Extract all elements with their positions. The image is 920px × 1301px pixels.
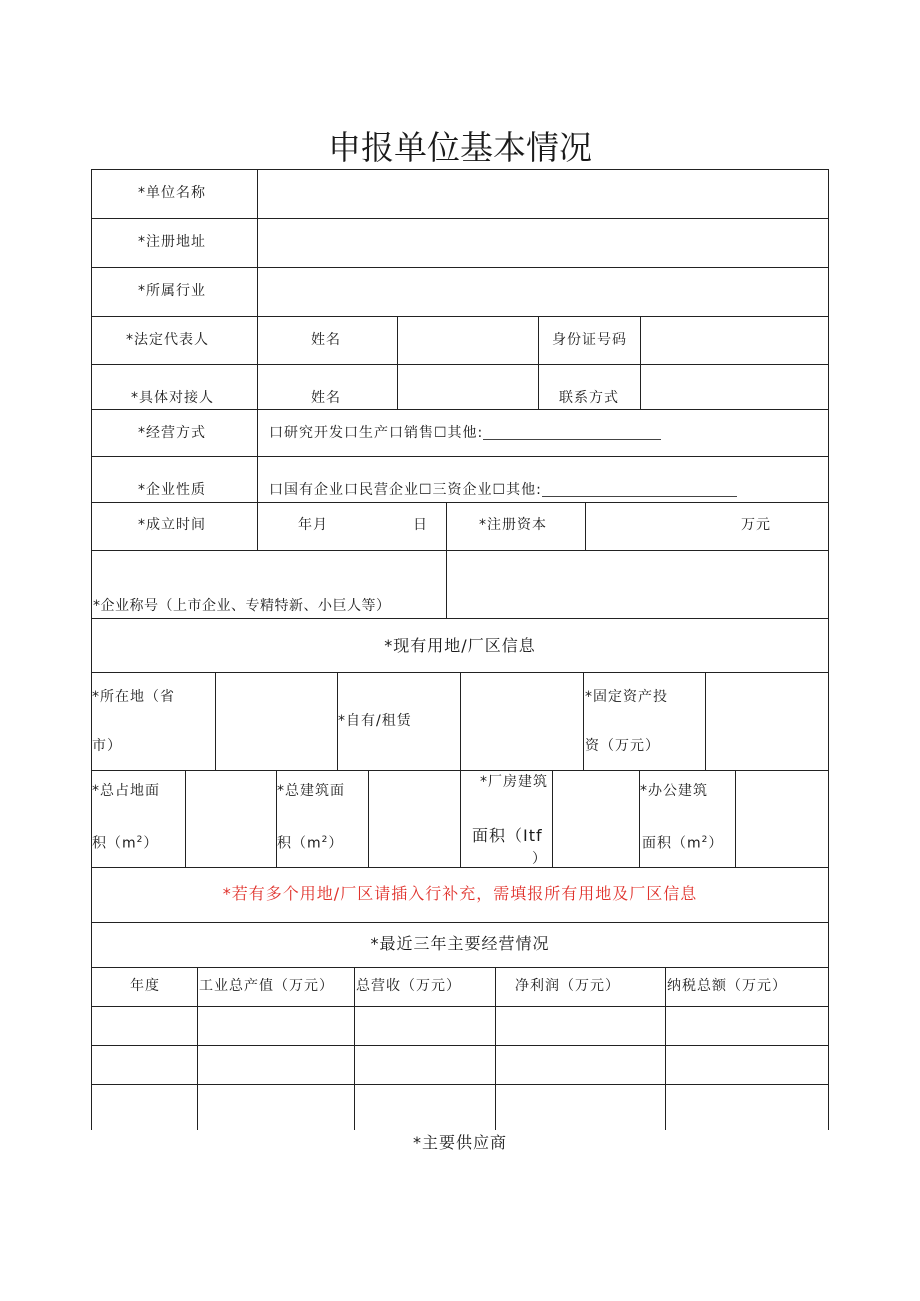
build-area-sup: 2: [321, 835, 329, 845]
table-rule-vertical: [197, 967, 198, 1130]
table-rule-vertical: [460, 770, 461, 867]
fixed-invest-label-a: *固定资产投: [585, 689, 668, 705]
ent-nature-options-text: 口国有企业口民营企业☐三资企业☐其他:: [269, 482, 542, 498]
table-rule-vertical: [446, 502, 447, 550]
table-rule-horizontal: [91, 364, 829, 365]
unit-name-field[interactable]: [262, 176, 822, 212]
location-label-a: *所在地（省: [92, 689, 175, 705]
table-rule-vertical: [640, 316, 641, 409]
biz-mode-label: *经营方式: [138, 425, 206, 441]
table-rule-horizontal: [91, 1006, 829, 1007]
ops-col-revenue: 总营收（万元）: [356, 978, 461, 994]
reg-address-label: *注册地址: [138, 234, 206, 250]
ops-col-tax: 纳税总额（万元）: [667, 978, 787, 994]
ops-section-title: *最近三年主要经营情况: [370, 934, 550, 953]
table-rule-vertical: [665, 967, 666, 1130]
build-area-label-a: *总建筑面: [277, 783, 345, 799]
table-rule-horizontal: [91, 967, 829, 968]
table-rule-horizontal: [91, 922, 829, 923]
table-rule-vertical: [368, 770, 369, 867]
ops-col-output: 工业总产值（万元）: [199, 978, 334, 994]
contact-person-label: *具体对接人: [131, 390, 214, 406]
office-area-sup: 2: [701, 835, 709, 845]
reg-address-field[interactable]: [262, 225, 822, 261]
table-rule-vertical: [257, 169, 258, 550]
table-rule-vertical: [215, 672, 216, 770]
build-area-label-b: [277, 836, 343, 851]
table-rule-horizontal: [91, 867, 829, 868]
table-rule-vertical: [552, 770, 553, 867]
ent-title-field[interactable]: [450, 554, 824, 614]
office-area-label-a: *办公建筑: [640, 783, 708, 799]
biz-mode-options-text: 口研究开发口生产口销售☐其他:: [269, 425, 484, 441]
plant-area-label-a: *厂房建筑: [480, 774, 548, 790]
legal-rep-name-label: 姓名: [311, 332, 341, 348]
table-rule-vertical: [495, 967, 496, 1130]
table-rule-horizontal: [91, 218, 829, 219]
table-rule-horizontal: [91, 502, 829, 503]
total-area-label-a: *总占地面: [92, 783, 160, 799]
total-area-label-b: [92, 836, 158, 851]
location-label-b: 市）: [92, 738, 122, 754]
table-rule-vertical: [538, 316, 539, 409]
table-rule-vertical: [460, 672, 461, 770]
contact-method-label: 联系方式: [559, 390, 619, 406]
table-rule-horizontal: [91, 267, 829, 268]
build-area-unit: 积（m: [277, 835, 322, 852]
build-area-paren: ）: [328, 835, 344, 852]
table-rule-horizontal: [91, 618, 829, 619]
contact-name-field[interactable]: [401, 368, 535, 406]
id-number-label: 身份证号码: [552, 332, 627, 348]
industry-label: *所属行业: [138, 283, 206, 299]
unit-name-label: *单位名称: [138, 185, 206, 201]
ent-nature-label: *企业性质: [138, 482, 206, 498]
multi-site-notice: *若有多个用地/厂区请插入行补充，需填报所有用地及厂区信息: [222, 884, 698, 903]
table-rule-horizontal: [91, 1045, 829, 1046]
biz-mode-options[interactable]: [269, 426, 661, 440]
founded-year-month: 年月: [298, 517, 328, 533]
table-rule-horizontal: [91, 316, 829, 317]
table-rule-vertical: [705, 672, 706, 770]
biz-mode-other-blank[interactable]: [483, 439, 661, 440]
contact-name-label: 姓名: [311, 390, 341, 406]
page-title: 申报单位基本情况: [328, 128, 592, 167]
own-rent-label: *自有/租赁: [338, 713, 412, 729]
table-rule-vertical: [446, 550, 447, 618]
total-area-paren: ）: [143, 835, 159, 852]
table-rule-vertical: [583, 672, 584, 770]
ops-col-year: 年度: [130, 978, 160, 994]
ent-title-label: *企业称号（上市企业、专精特新、小巨人等）: [93, 598, 391, 614]
office-area-label-b: [642, 836, 723, 851]
founded-label: *成立时间: [138, 517, 206, 533]
table-rule-horizontal: [91, 456, 829, 457]
contact-method-field[interactable]: [644, 368, 824, 406]
fixed-invest-label-b: 资（万元）: [585, 738, 660, 754]
total-area-sup: 2: [136, 835, 144, 845]
table-rule-vertical: [354, 967, 355, 1130]
table-rule-vertical: [185, 770, 186, 867]
office-area-unit: 面积（m: [642, 835, 702, 852]
table-rule-vertical: [585, 502, 586, 550]
ent-nature-other-blank[interactable]: [542, 496, 737, 497]
ops-col-profit: 净利润（万元）: [515, 978, 620, 994]
id-number-field[interactable]: [644, 320, 824, 360]
table-rule-vertical: [397, 316, 398, 409]
plant-area-label-b: 面积（Itf: [472, 826, 543, 845]
ent-nature-options[interactable]: [269, 483, 737, 497]
land-section-title: *现有用地/厂区信息: [384, 636, 536, 655]
founded-day: 日: [413, 517, 428, 533]
table-rule-horizontal: [91, 409, 829, 410]
table-rule-vertical: [735, 770, 736, 867]
legal-rep-label: *法定代表人: [126, 332, 209, 348]
total-area-unit: 积（m: [92, 835, 137, 852]
table-rule-horizontal: [91, 1084, 829, 1085]
suppliers-title: *主要供应商: [412, 1133, 507, 1152]
table-rule-horizontal: [91, 550, 829, 551]
table-rule-horizontal: [91, 169, 829, 170]
reg-capital-unit: 万元: [741, 517, 771, 533]
office-area-paren: ）: [708, 835, 724, 852]
legal-rep-name-field[interactable]: [401, 320, 535, 360]
reg-capital-label: *注册资本: [479, 517, 547, 533]
plant-area-label-c: ）: [532, 851, 547, 867]
industry-field[interactable]: [262, 274, 822, 310]
